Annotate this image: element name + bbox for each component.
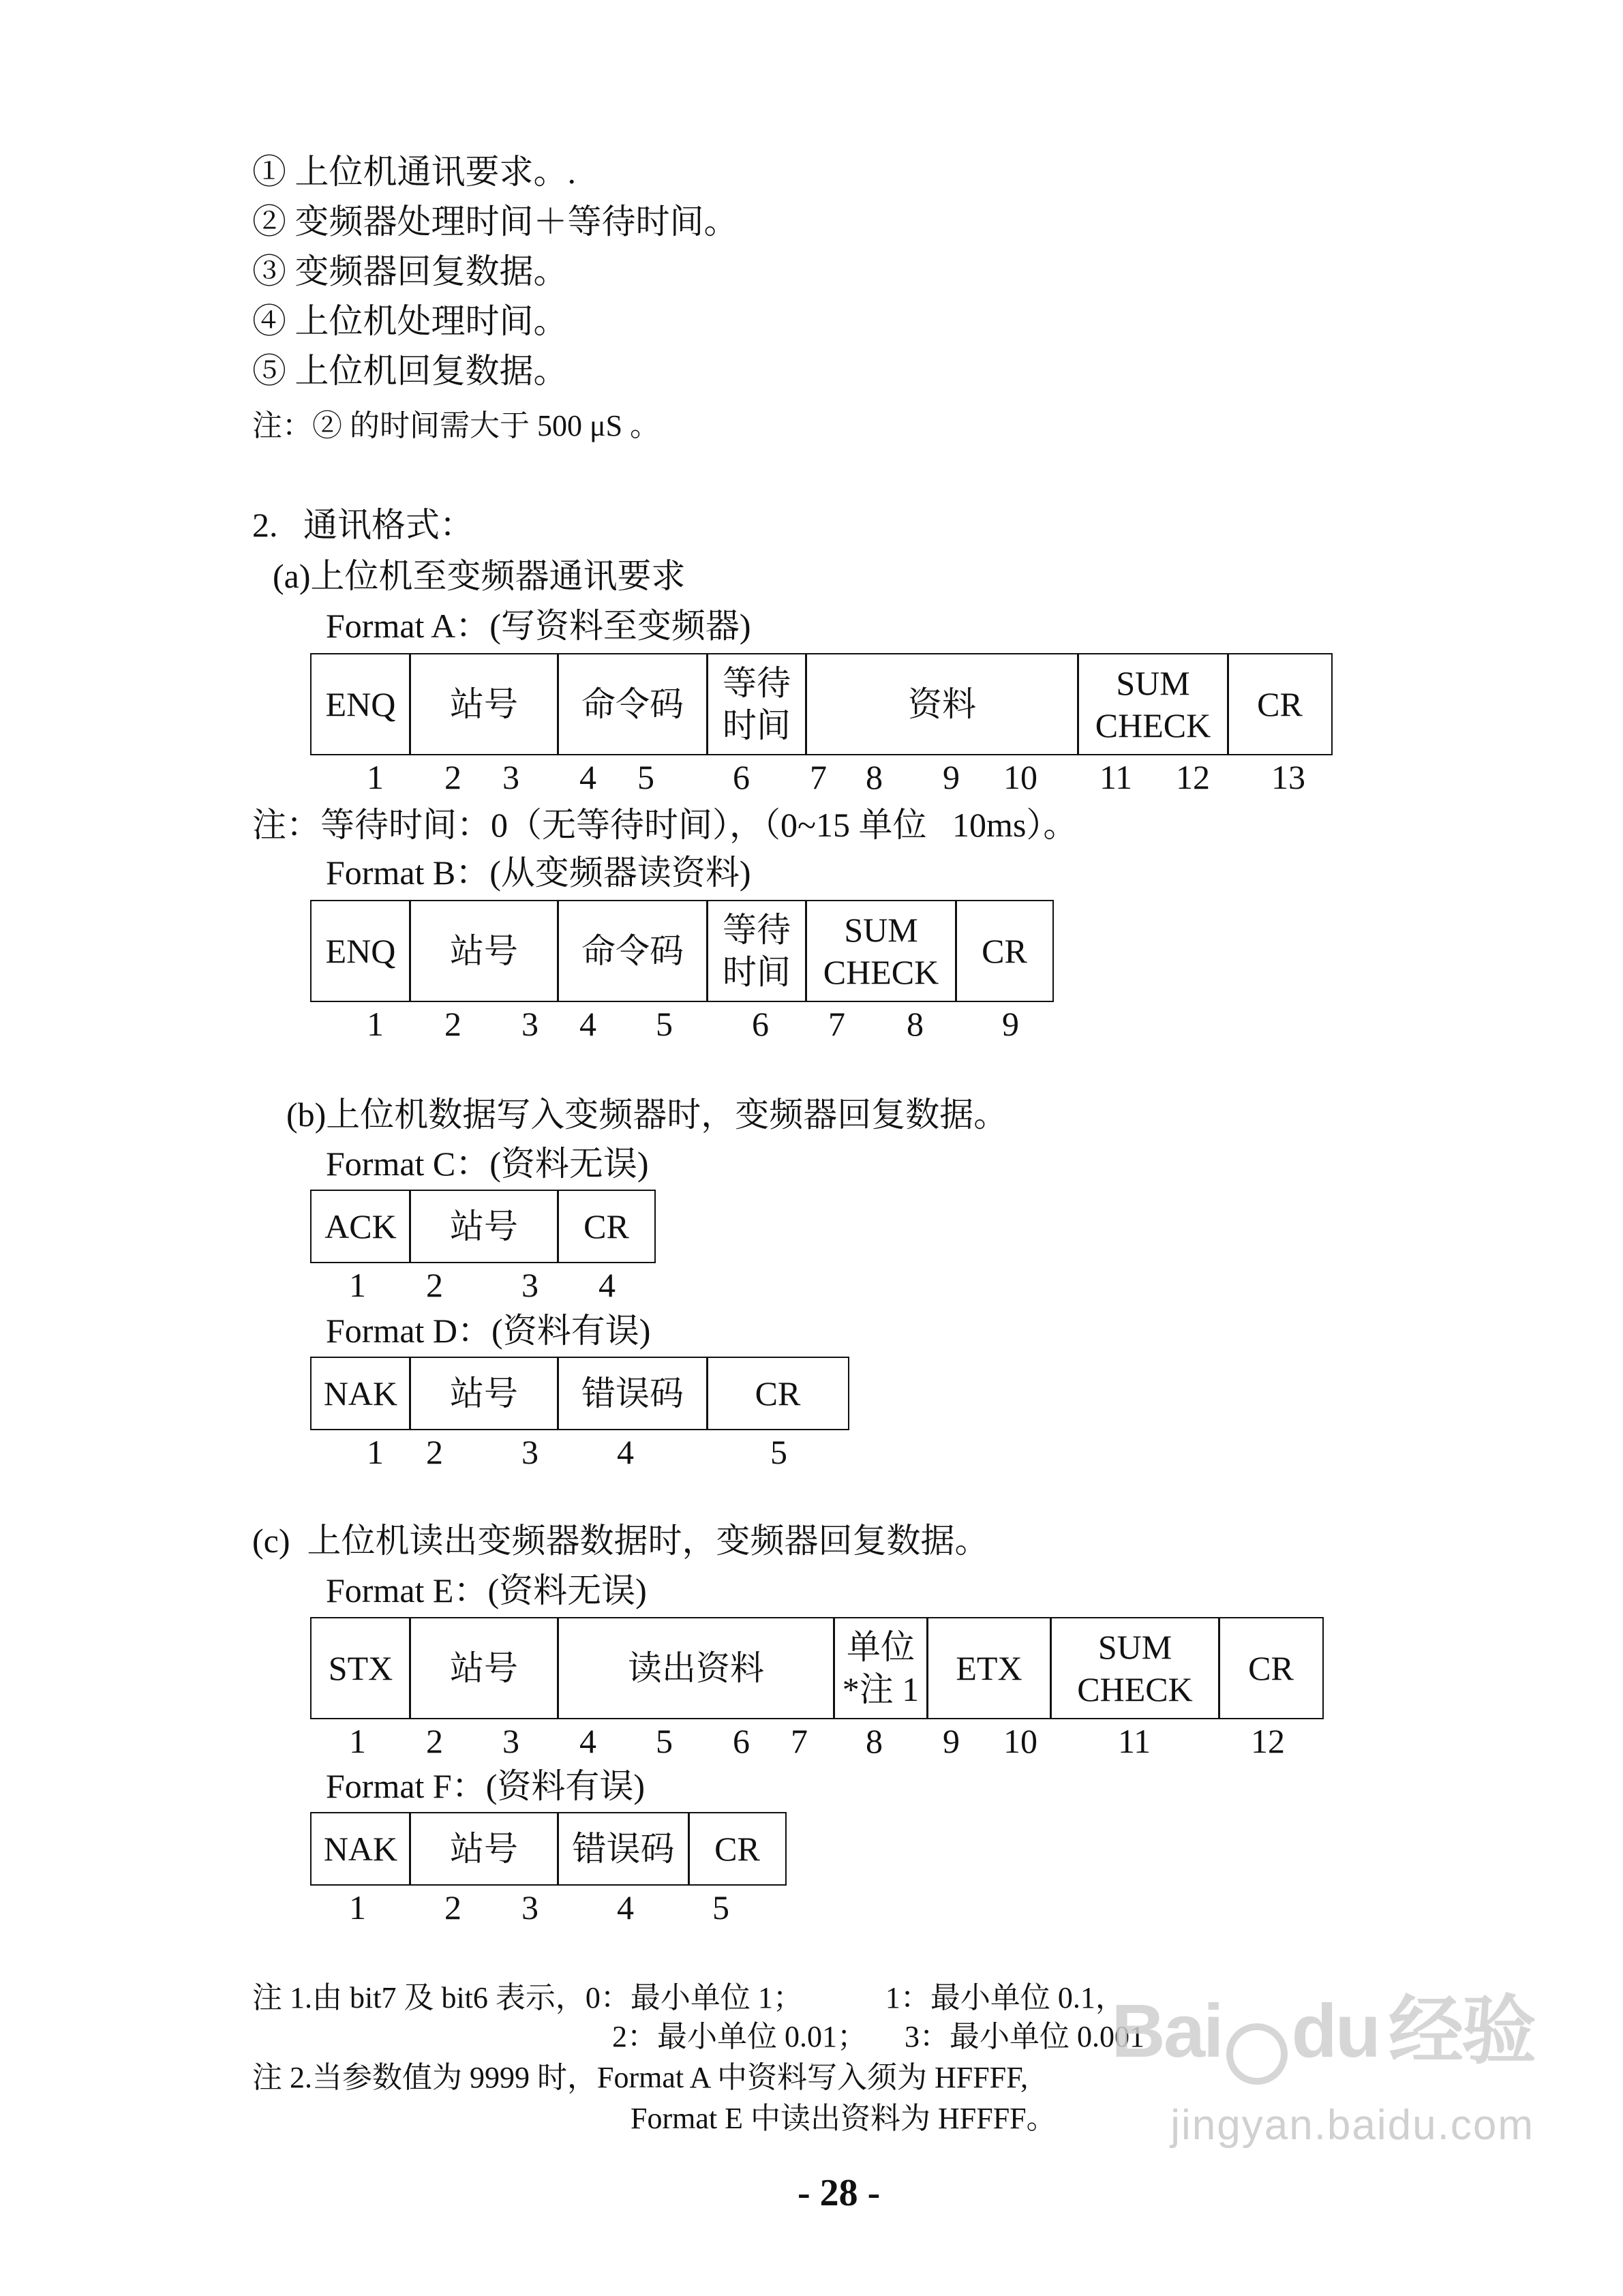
format-e-num: 2 [426, 1722, 443, 1760]
format-f-num: 2 [444, 1888, 461, 1927]
footnote-2-line-2: Format E 中读出资料为 HFFFF。 [631, 2102, 1057, 2135]
format-a-num: 1 [367, 758, 384, 796]
format-e-cr-cell: CR [1218, 1617, 1324, 1719]
format-e-title: Format E：(资料无误) [326, 1571, 647, 1610]
sub-heading-b: (b)上位机数据写入变频器时，变频器回复数据。 [286, 1096, 1008, 1134]
format-b-command-cell: 命令码 [557, 900, 708, 1002]
intro-line-5: ⑤ 上位机回复数据。 [252, 352, 568, 390]
format-e-num: 9 [943, 1722, 960, 1760]
format-b-enq-cell: ENQ [310, 900, 411, 1002]
format-e-num: 3 [502, 1722, 519, 1760]
format-f-num: 4 [617, 1888, 634, 1927]
format-c-title: Format C：(资料无误) [326, 1145, 649, 1183]
format-a-station-cell: 站号 [409, 653, 559, 755]
format-f-nak-cell: NAK [310, 1812, 411, 1886]
format-f-num: 1 [349, 1888, 366, 1927]
format-f-num: 5 [712, 1888, 729, 1927]
format-d-title: Format D：(资料有误) [326, 1312, 651, 1350]
watermark-logo-text-a: Bai [1111, 1989, 1222, 2074]
format-a-num: 13 [1271, 758, 1305, 796]
format-e-etx-cell: ETX [926, 1617, 1052, 1719]
format-a-enq-cell: ENQ [310, 653, 411, 755]
format-c-num: 1 [349, 1266, 366, 1304]
format-d-cr-cell: CR [706, 1357, 849, 1430]
format-a-num: 8 [866, 758, 883, 796]
format-b-num: 6 [752, 1005, 769, 1043]
format-a-num: 7 [810, 758, 827, 796]
format-a-num: 5 [637, 758, 654, 796]
format-a-sum-check-cell: SUM CHECK [1077, 653, 1229, 755]
format-b-title: Format B：(从变频器读资料) [326, 854, 751, 892]
format-a-wait-cell: 等待 时间 [706, 653, 807, 755]
intro-line-1: ① 上位机通讯要求。. [252, 153, 576, 191]
format-b-num: 8 [907, 1005, 924, 1043]
format-f-num: 3 [521, 1888, 539, 1927]
section-title: 2. 通讯格式： [252, 506, 474, 544]
format-f-cr-cell: CR [688, 1812, 787, 1886]
format-a-cr-cell: CR [1227, 653, 1333, 755]
format-e-sum-check-cell: SUM CHECK [1050, 1617, 1220, 1719]
page-number: - 28 - [798, 2172, 881, 2214]
format-b-num: 4 [579, 1005, 596, 1043]
format-b-num: 5 [656, 1005, 673, 1043]
format-c-cr-cell: CR [557, 1190, 656, 1263]
intro-line-4: ④ 上位机处理时间。 [252, 302, 568, 340]
format-b-num: 3 [521, 1005, 539, 1043]
format-b-sum-check-cell: SUM CHECK [805, 900, 957, 1002]
footnote-2-line-1: 注 2.当参数值为 9999 时，Format A 中资料写入须为 HFFFF, [252, 2061, 1029, 2094]
paw-icon [1226, 2023, 1288, 2085]
format-d-num: 1 [367, 1433, 384, 1471]
format-e-station-cell: 站号 [409, 1617, 559, 1719]
watermark-url: jingyan.baidu.com [1170, 2102, 1534, 2149]
format-c-num: 4 [598, 1266, 616, 1304]
format-a-data-cell: 资料 [805, 653, 1079, 755]
format-d-station-cell: 站号 [409, 1357, 559, 1430]
format-e-num: 12 [1251, 1722, 1285, 1760]
format-b-num: 2 [444, 1005, 461, 1043]
format-c-num: 2 [426, 1266, 443, 1304]
format-c-num: 3 [521, 1266, 539, 1304]
format-e-num: 8 [866, 1722, 883, 1760]
format-c-ack-cell: ACK [310, 1190, 411, 1263]
format-d-error-code-cell: 错误码 [557, 1357, 708, 1430]
format-e-num: 4 [579, 1722, 596, 1760]
format-e-stx-cell: STX [310, 1617, 411, 1719]
format-b-station-cell: 站号 [409, 900, 559, 1002]
format-d-num: 3 [521, 1433, 539, 1471]
format-e-num: 1 [349, 1722, 366, 1760]
format-e-num: 6 [733, 1722, 750, 1760]
format-a-num: 2 [444, 758, 461, 796]
format-b-num: 9 [1002, 1005, 1019, 1043]
sub-heading-c: (c) 上位机读出变频器数据时，变频器回复数据。 [252, 1522, 989, 1560]
format-a-num: 4 [579, 758, 596, 796]
format-a-num: 11 [1099, 758, 1133, 796]
format-e-read-data-cell: 读出资料 [557, 1617, 835, 1719]
format-d-num: 4 [617, 1433, 634, 1471]
intro-note: 注：② 的时间需大于 500 μS 。 [252, 409, 661, 442]
format-d-nak-cell: NAK [310, 1357, 411, 1430]
format-e-num: 10 [1003, 1722, 1037, 1760]
format-d-num: 2 [426, 1433, 443, 1471]
baidu-jingyan-watermark-logo [1111, 1971, 1534, 2085]
format-a-num: 12 [1176, 758, 1210, 796]
format-b-wait-cell: 等待 时间 [706, 900, 807, 1002]
format-c-station-cell: 站号 [409, 1190, 559, 1263]
format-b-num: 1 [367, 1005, 384, 1043]
intro-line-3: ③ 变频器回复数据。 [252, 252, 568, 290]
footnote-1-line-2: 2：最小单位 0.01； 3：最小单位 0.001 [612, 2020, 1144, 2053]
sub-heading-a: (a)上位机至变频器通讯要求 [273, 557, 686, 595]
format-f-title: Format F：(资料有误) [326, 1767, 646, 1805]
format-e-num: 11 [1118, 1722, 1151, 1760]
watermark-logo-text-b: du [1291, 1989, 1379, 2074]
format-e-num: 5 [656, 1722, 673, 1760]
format-d-num: 5 [770, 1433, 787, 1471]
format-a-command-cell: 命令码 [557, 653, 708, 755]
format-a-title: Format A：(写资料至变频器) [326, 607, 751, 645]
format-a-num: 10 [1003, 758, 1037, 796]
format-f-error-code-cell: 错误码 [557, 1812, 690, 1886]
format-b-cr-cell: CR [955, 900, 1054, 1002]
format-e-num: 7 [791, 1722, 808, 1760]
format-b-num: 7 [828, 1005, 845, 1043]
format-a-num: 9 [943, 758, 960, 796]
watermark-logo-text-c: 经验 [1389, 1989, 1534, 2074]
format-e-unit-cell: 单位 *注 1 [833, 1617, 928, 1719]
intro-line-2: ② 变频器处理时间＋等待时间。 [252, 202, 738, 241]
format-a-num: 3 [502, 758, 519, 796]
footnote-1-line-1: 注 1.由 bit7 及 bit6 表示，0：最小单位 1； 1：最小单位 0.1， [252, 1981, 1125, 2014]
wait-time-note: 注：等待时间：0（无等待时间），（0~15 单位 10ms）。 [252, 806, 1078, 844]
format-f-station-cell: 站号 [409, 1812, 559, 1886]
format-a-num: 6 [733, 758, 750, 796]
